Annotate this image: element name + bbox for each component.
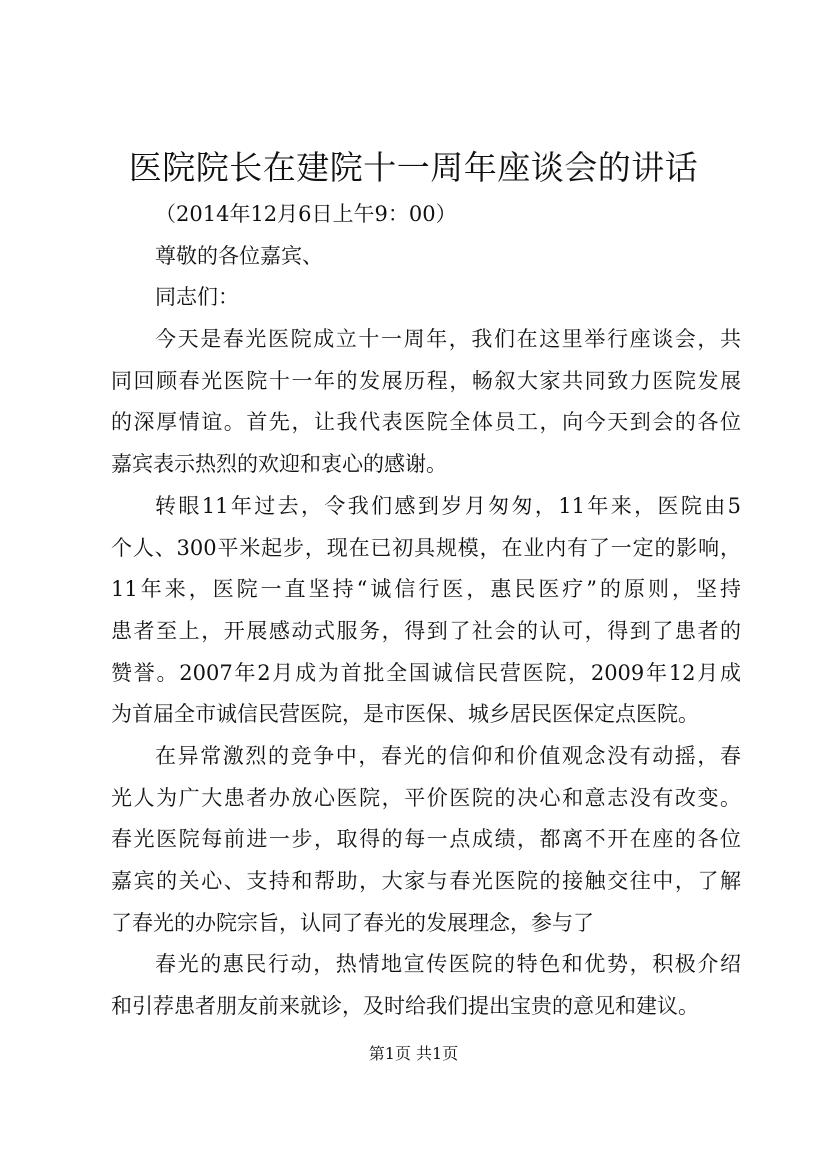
paragraph-line: 11年来，医院一直坚持“诚信行医，惠民医疗”的原则，坚持 — [111, 577, 741, 602]
date-line: （2014年12月6日上午9：00） — [155, 202, 457, 226]
salutation-comrades: 同志们： — [155, 285, 239, 310]
paragraph-line: 嘉宾的关心、支持和帮助，大家与春光医院的接触交往中，了解 — [111, 869, 741, 893]
paragraph-line: 春光医院每前进一步，取得的每一点成绩，都离不开在座的各位 — [111, 827, 741, 852]
paragraph-line: 个人、300平米起步，现在已初具规模，在业内有了一定的影响， — [111, 535, 741, 560]
paragraph-line: 的深厚情谊。首先，让我代表医院全体员工，向今天到会的各位 — [111, 410, 741, 435]
document-body — [111, 194, 741, 1028]
paragraph-line: 患者至上，开展感动式服务，得到了社会的认可，得到了患者的 — [111, 618, 741, 643]
paragraph-line: 今天是春光医院成立十一周年，我们在这里举行座谈会，共 — [155, 327, 741, 352]
paragraph-line: 嘉宾表示热烈的欢迎和衷心的感谢。 — [111, 452, 447, 477]
paragraph-3 — [111, 736, 741, 944]
paragraph-line: 了春光的办院宗旨，认同了春光的发展理念，参与了 — [111, 910, 594, 935]
paragraph-line: 同回顾春光医院十一年的发展历程，畅叙大家共同致力医院发展 — [111, 368, 741, 393]
document-title: 医院院长在建院十一周年座谈会的讲话 — [128, 148, 699, 187]
paragraph-line: 转眼11年过去，令我们感到岁月匆匆，11年来，医院由5 — [155, 493, 741, 518]
salutation-guests: 尊敬的各位嘉宾、 — [155, 243, 323, 268]
paragraph-line: 赞誉。2007年2月成为首批全国诚信民营医院，2009年12月成 — [111, 660, 741, 685]
paragraph-1 — [111, 319, 741, 486]
page-footer: 第1页 共1页 — [368, 1044, 459, 1063]
paragraph-line: 春光的惠民行动，热情地宣传医院的特色和优势，积极介绍 — [155, 952, 741, 977]
paragraph-line: 在异常激烈的竞争中，春光的信仰和价值观念没有动摇，春 — [155, 743, 741, 768]
paragraph-2 — [111, 486, 741, 736]
paragraph-4 — [111, 944, 741, 1027]
paragraph-line: 光人为广大患者办放心医院，平价医院的决心和意志没有改变。 — [111, 785, 741, 810]
paragraph-line: 为首届全市诚信民营医院，是市医保、城乡居民医保定点医院。 — [111, 702, 699, 727]
paragraph-line: 和引荐患者朋友前来就诊，及时给我们提出宝贵的意见和建议。 — [111, 994, 699, 1019]
